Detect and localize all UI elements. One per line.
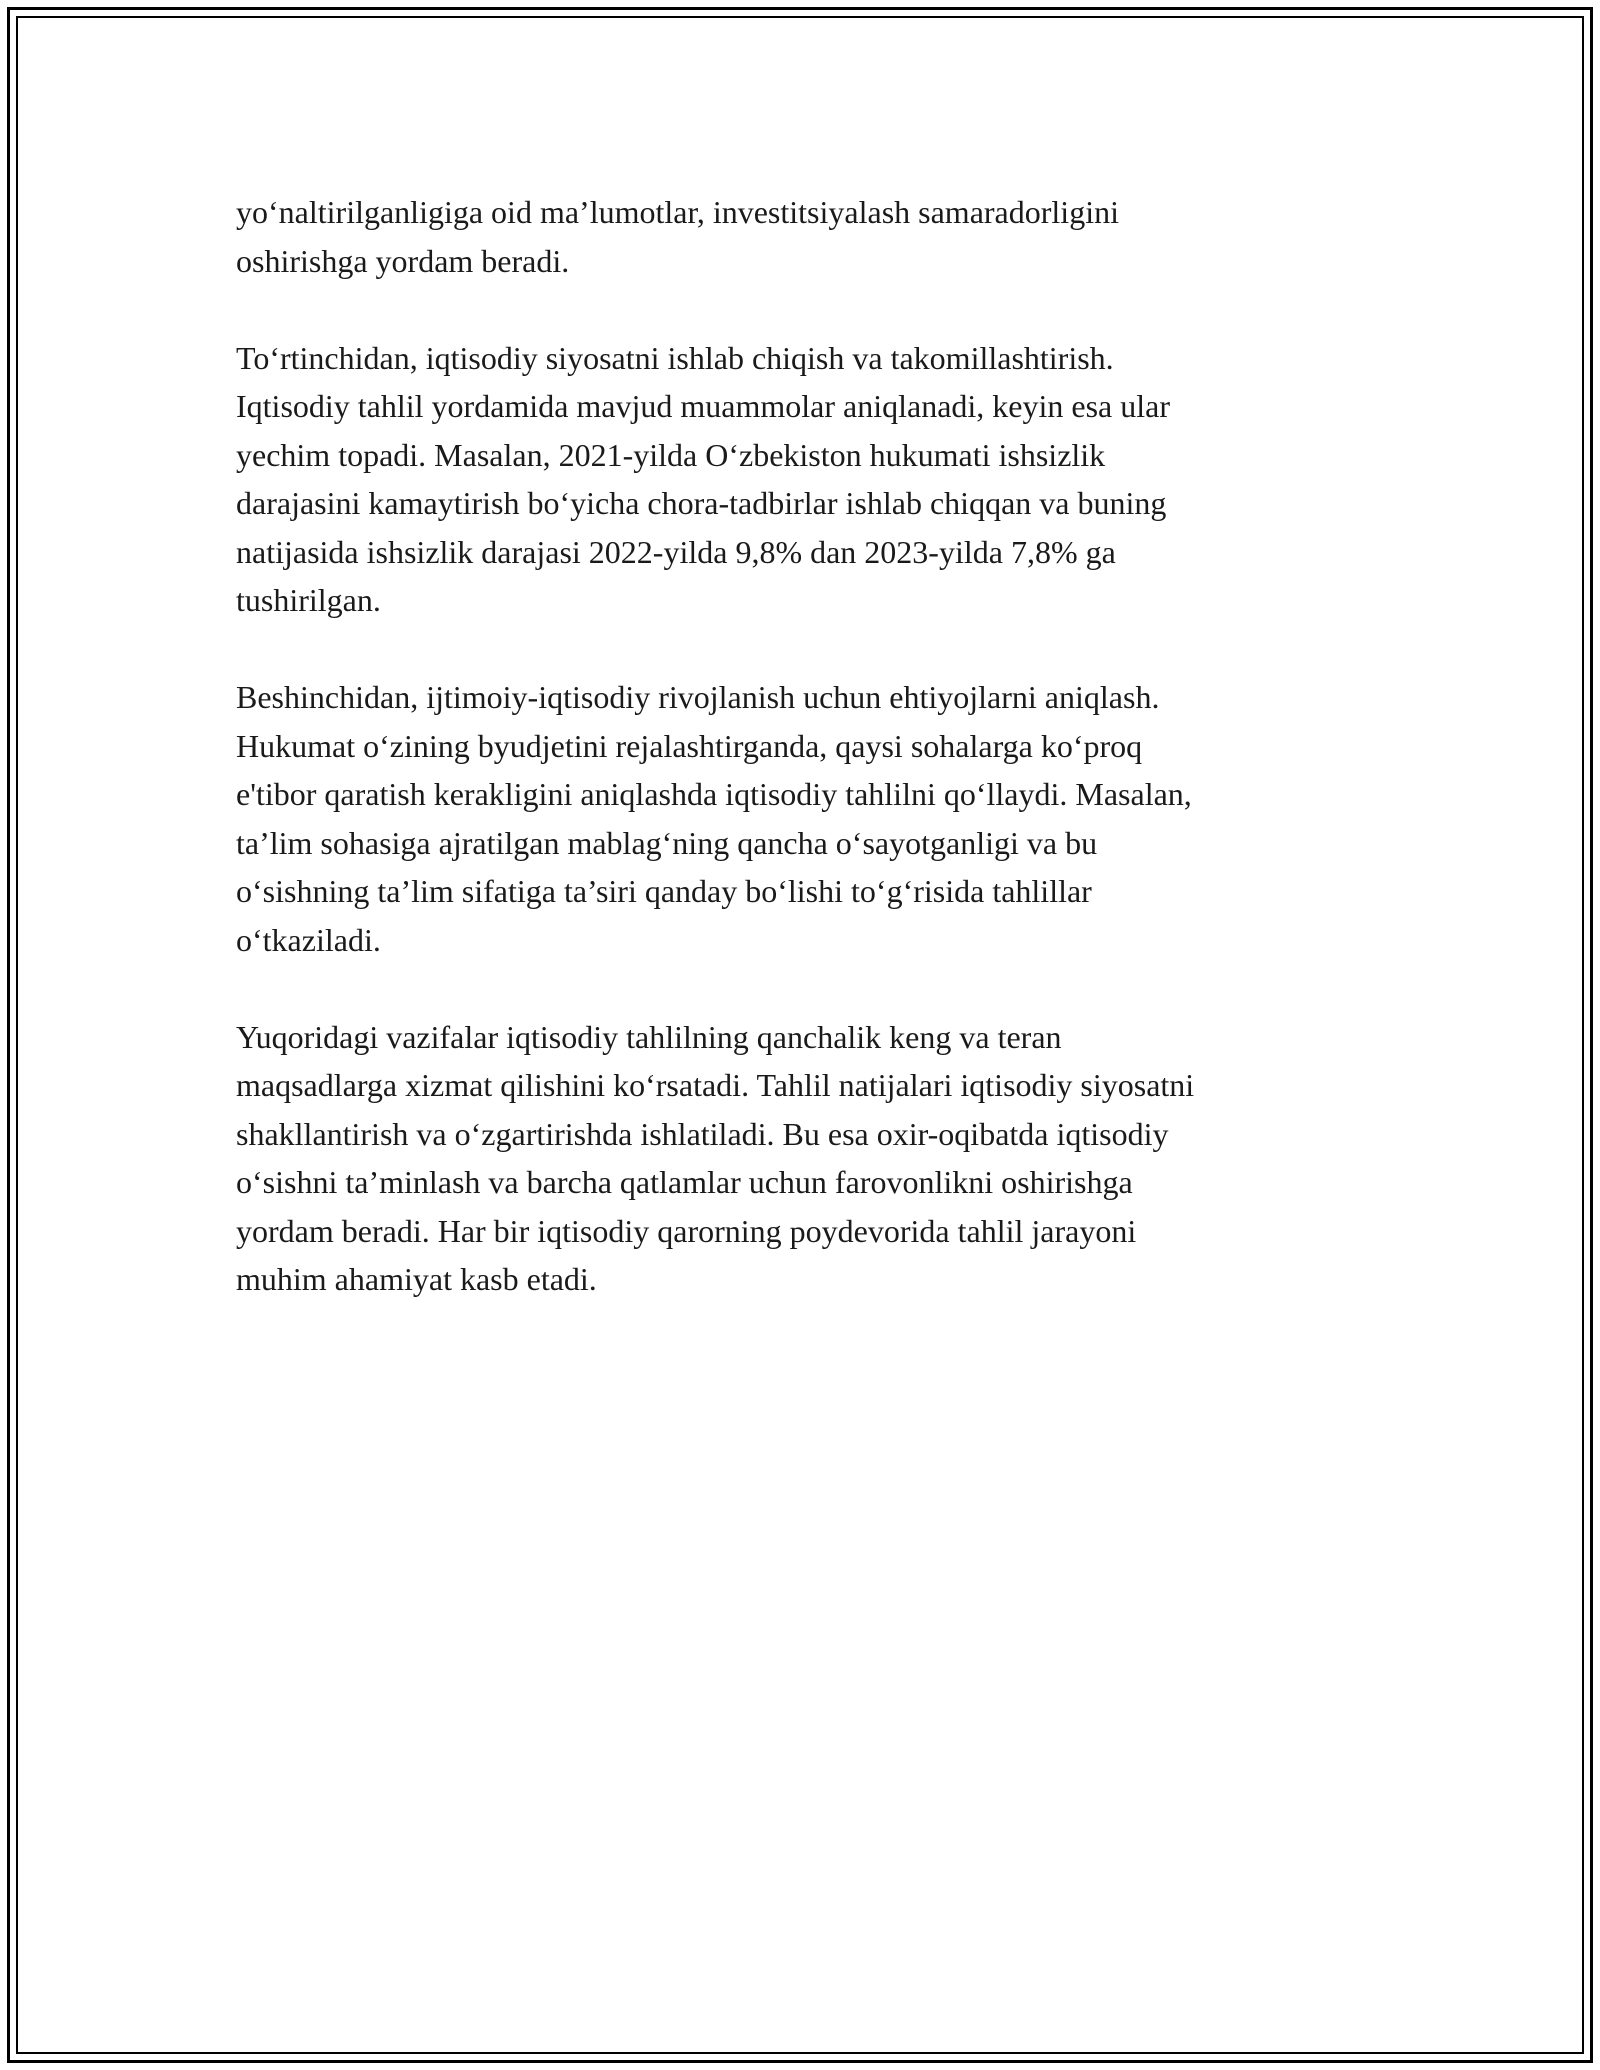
paragraph-conclusion: Yuqoridagi vazifalar iqtisodiy tahlilning qanchalik keng va teran maqsadlarga xizmat qilishini ko‘rsatadi. Tahlil natijalari iqtisodiy siyosatni shakllantirish va o‘zgartirishda ishlatiladi. Bu esa oxir-oqibatda iqtisodiy o‘sishni ta’minlash va barcha qatlamlar uchun farovonlikni oshirishga yordam beradi. Har bir iqtisodiy qarorning poydevorida tahlil jarayoni muhim ahamiyat kasb etadi. — [236, 1018, 1195, 1297]
paragraph-fifth: Beshinchidan, ijtimoiy-iqtisodiy rivojlanish uchun ehtiyojlarni aniqlash. Hukumat o‘zining byudjetini rejalashtirganda, qaysi sohalarga ko‘proq e'tibor qaratish kerakligini aniqlashda iqtisodiy tahlilni qo‘llaydi. Masalan, ta’lim sohasiga ajratilgan mablag‘ning qancha o‘sayotganligi va bu o‘sishning ta’lim sifatiga ta’siri qanday bo‘lishi to‘g‘risida tahlillar o‘tkaziladi. — [236, 679, 1192, 958]
paragraph-investment: yo‘naltirilganligiga oid ma’lumotlar, investitsiyalash samaradorligini oshirishga yordam beradi. — [236, 194, 1119, 279]
paragraph-fourth: To‘rtinchidan, iqtisodiy siyosatni ishlab chiqish va takomillashtirish. Iqtisodiy tahlil yordamida mavjud muammolar aniqlanadi, keyin esa ular yechim topadi. Masalan, 2021-yilda O‘zbekiston hukumati ishsizlik darajasini kamaytirish bo‘yicha chora-tadbirlar ishlab chiqqan va buning natijasida ishsizlik darajasi 2022-yilda 9,8% dan 2023-yilda 7,8% ga tushirilgan. — [236, 339, 1170, 618]
document-body — [236, 188, 1376, 1352]
